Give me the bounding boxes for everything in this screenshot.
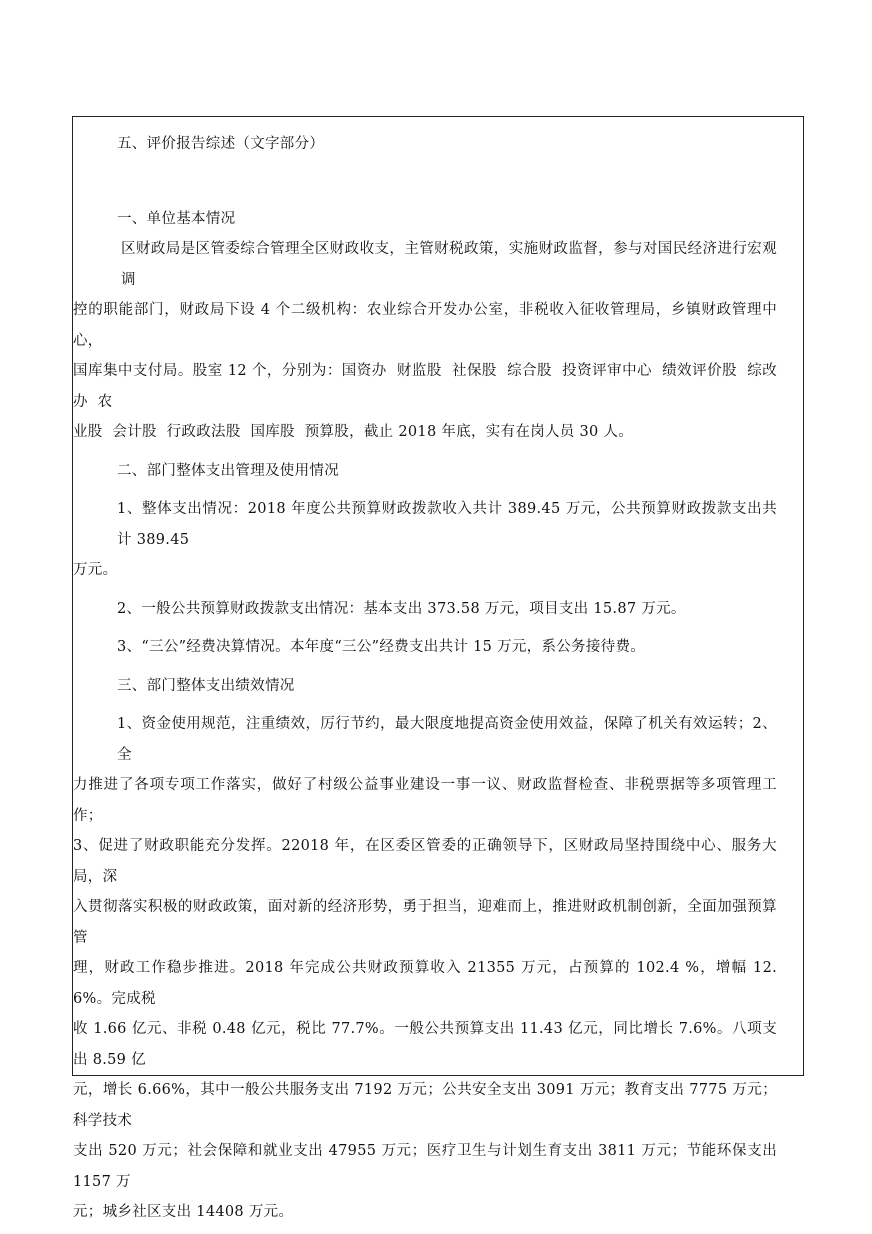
section3-line: 元；城乡社区支出 14408 万元。 (73, 1204, 294, 1220)
section2-title: 二、部门整体支出管理及使用情况 (117, 462, 339, 479)
section3-paragraph (73, 709, 782, 1228)
section2-item1-line: 1、整体支出情况：2018 年度公共预算财政拨款收入共计 389.45 万元，公共预算财政拨款支出共计 389.45 (117, 501, 777, 548)
section2-item2: 2、一般公共预算财政拨款支出情况：基本支出 373.58 万元，项目支出 15.87 万元。 (117, 600, 686, 617)
section3-line: 1、资金使用规范，注重绩效，厉行节约，最大限度地提高资金使用效益，保障了机关有效运转；2、全 (117, 716, 777, 763)
section3-line: 支出 520 万元；社会保障和就业支出 47955 万元；医疗卫生与计划生育支出 3811 万元；节能环保支出 1157 万 (73, 1143, 782, 1190)
section1-line: 控的职能部门，财政局下设 4 个二级机构：农业综合开发办公室，非税收入征收管理局，乡镇财政管理中心， (73, 302, 777, 349)
section1-line: 国库集中支付局。股室 12 个，分别为：国资办 财监股 社保股 综合股 投资评审中心 绩效评价股 综改办 农 (73, 363, 777, 410)
section3-title: 三、部门整体支出绩效情况 (117, 677, 295, 694)
report-frame (72, 116, 804, 1220)
section2-item1-line: 万元。 (73, 562, 118, 578)
section3-line: 力推进了各项专项工作落实，做好了村级公益事业建设一事一议、财政监督检查、非税票据等多项管理工作； (73, 777, 777, 824)
report-heading: 五、评价报告综述（文字部分） (117, 136, 325, 152)
section2-item1 (73, 494, 777, 586)
section1-title: 一、单位基本情况 (117, 210, 236, 227)
section1-paragraph (73, 234, 777, 448)
section3-line: 理，财政工作稳步推进。2018 年完成公共财政预算收入 21355 万元，占预算的 102.4 %，增幅 12.6%。完成税 (73, 960, 777, 1007)
section3-line: 3、促进了财政职能充分发挥。22018 年，在区委区管委的正确领导下，区财政局坚持围绕中心、服务大局，深 (73, 838, 777, 885)
section1-line: 区财政局是区管委综合管理全区财政收支，主管财税政策，实施财政监督，参与对国民经济进行宏观调 (121, 241, 777, 288)
section2-item3: 3、“三公”经费决算情况。本年度“三公”经费支出共计 15 万元，系公务接待费。 (117, 639, 646, 655)
section1-line: 业股 会计股 行政政法股 国库股 预算股，截止 2018 年底，实有在岗人员 30 人。 (73, 424, 634, 440)
section3-line: 元，增长 6.66%，其中一般公共服务支出 7192 万元；公共安全支出 3091 万元；教育支出 7775 万元；科学技术 (73, 1082, 777, 1129)
section3-line: 入贯彻落实积极的财政政策，面对新的经济形势，勇于担当，迎难而上，推进财政机制创新，全面加强预算管 (73, 899, 777, 946)
section3-line: 收 1.66 亿元、非税 0.48 亿元，税比 77.7%。一般公共预算支出 11.43 亿元，同比增长 7.6%。八项支出 8.59 亿 (73, 1021, 777, 1068)
